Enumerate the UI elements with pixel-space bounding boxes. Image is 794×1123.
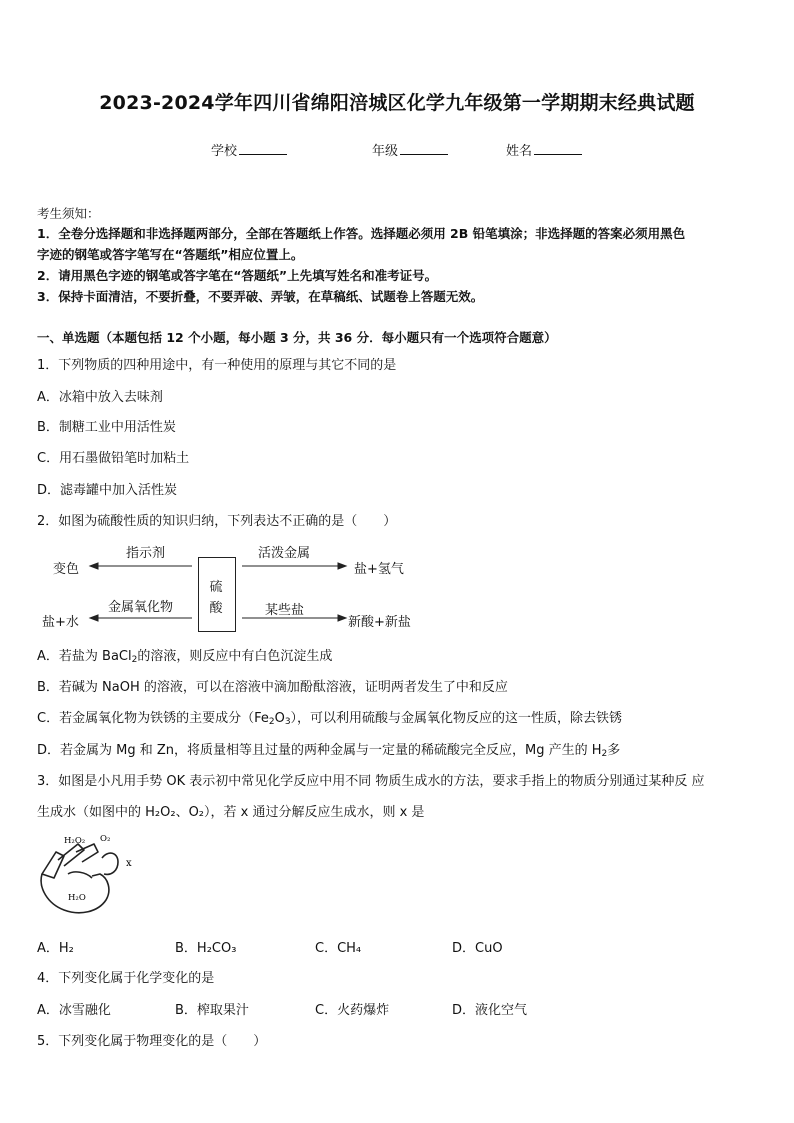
h2o-label: H₂O	[68, 893, 86, 903]
q4-option-a: A．冰雪融化	[37, 1003, 111, 1018]
q4-option-b: B．榨取果汁	[175, 1003, 249, 1018]
salt-hydrogen-result: 盐+氢气	[354, 562, 404, 577]
h2o2-label: H₂O₂	[64, 836, 86, 846]
notice-heading: 考生须知：	[37, 206, 100, 221]
indicator-label: 指示剂	[126, 546, 166, 561]
q1-option-d: D．滤毒罐中加入活性炭	[37, 483, 178, 498]
q2-option-b: B．若碱为 NaOH 的溶液，可以在溶液中滴加酚酞溶液，证明两者发生了中和反应	[37, 680, 508, 695]
q3-stem-line-1: 3．如图是小凡用手势 OK 表示初中常见化学反应中用不同 物质生成水的方法，要求手指上的物质分别通过某种反 应	[37, 774, 705, 789]
school-label: 学校	[211, 144, 238, 159]
q4-option-d: D．液化空气	[452, 1003, 528, 1018]
q3-option-a: A．H₂	[37, 941, 74, 956]
color-change-result: 变色	[53, 562, 80, 577]
salt-water-result: 盐+水	[42, 615, 79, 630]
q3-option-d: D．CuO	[452, 941, 503, 956]
notice-item-3: 3．保持卡面清洁，不要折叠，不要弄破、弄皱，在草稿纸、试题卷上答题无效。	[37, 289, 484, 304]
q1-option-a: A．冰箱中放入去味剂	[37, 390, 163, 405]
q3-option-c: C．CH₄	[315, 941, 362, 956]
q4-stem: 4．下列变化属于化学变化的是	[37, 971, 215, 986]
q2-stem: 2．如图为硫酸性质的知识归纳，下列表达不正确的是（ ）	[37, 514, 397, 529]
q1-option-b: B．制糖工业中用活性炭	[37, 420, 176, 435]
q2-option-a: A．若盐为 BaCl$_2$的溶液，则反应中有白色沉淀生成	[37, 649, 333, 665]
q1-stem: 1．下列物质的四种用途中，有一种使用的原理与其它不同的是	[37, 358, 397, 373]
q2-option-d: D．若金属为 Mg 和 Zn，将质量相等且过量的两种金属与一定量的稀硫酸完全反应，Mg 产生的 $H_2$多	[37, 743, 621, 759]
notice-item-1-cont: 字迹的钢笔或答字笔写在“答题纸”相应位置上。	[37, 247, 304, 262]
new-acid-salt-result: 新酸+新盐	[348, 615, 411, 630]
o2-label: O₂	[100, 834, 111, 844]
grade-label: 年级	[372, 144, 399, 159]
name-label: 姓名	[506, 144, 533, 159]
center-char-top: 硫	[209, 580, 223, 595]
page-title: 2023-2024学年四川省绵阳涪城区化学九年级第一学期期末经典试题	[99, 92, 695, 114]
notice-item-2: 2．请用黑色字迹的钢笔或答字笔在“答题纸”上先填写姓名和准考证号。	[37, 268, 438, 283]
q4-option-c: C．火药爆炸	[315, 1003, 390, 1018]
some-salt-label: 某些盐	[265, 603, 305, 618]
notice-item-1: 1．全卷分选择题和非选择题两部分，全部在答题纸上作答。选择题必须用 2B 铅笔填涂；非选择题的答案必须用黑色	[37, 226, 686, 241]
center-char-bottom: 酸	[209, 601, 223, 616]
active-metal-label: 活泼金属	[258, 546, 311, 561]
metal-oxide-label: 金属氧化物	[108, 600, 174, 615]
x-label: x	[126, 858, 132, 869]
q5-stem: 5．下列变化属于物理变化的是（ ）	[37, 1034, 267, 1049]
q1-option-c: C．用石墨做铅笔时加粘土	[37, 451, 190, 466]
ok-hand-figure	[34, 830, 144, 920]
q3-option-b: B．H₂CO₃	[175, 941, 237, 956]
q3-stem-line-2: 生成水（如图中的 H₂O₂、O₂），若 x 通过分解反应生成水，则 x 是	[37, 805, 425, 820]
q2-option-c: C．若金属氧化物为铁锈的主要成分$(Fe_2O_3)$，可以利用硫酸与金属氧化物反应的这一性质，除去铁锈	[37, 711, 623, 727]
section-heading: 一、单选题（本题包括 12 个小题，每小题 3 分，共 36 分．每小题只有一个选项符合题意）	[37, 330, 557, 345]
